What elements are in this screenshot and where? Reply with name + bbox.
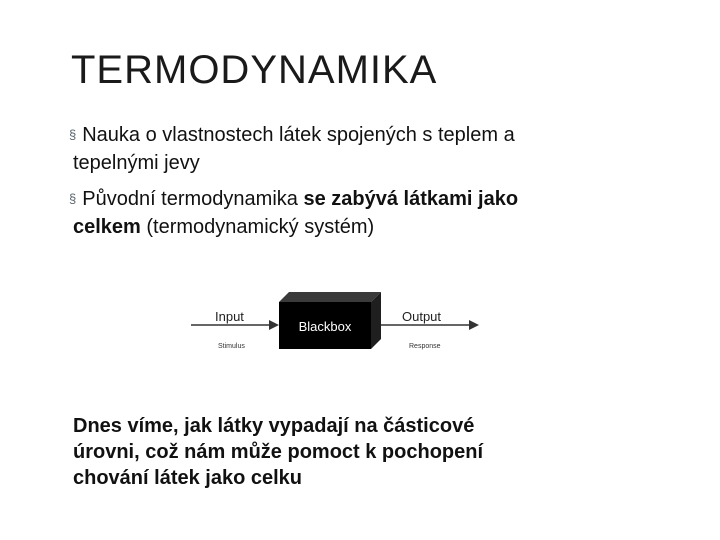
blackbox-top-face (279, 292, 381, 302)
output-sublabel: Response (409, 343, 441, 350)
conclusion-line-1: Dnes víme, jak látky vypadají na částicové (73, 415, 475, 437)
conclusion-line-2: úrovni, což nám může pomoct k pochopení (73, 441, 484, 463)
bullet-item-2 (69, 186, 669, 240)
slide-title: TERMODYNAMIKA (71, 48, 438, 92)
blackbox-side-face (371, 292, 381, 349)
bullet-1-line-1: Nauka o vlastnostech látek spojených s teplem a (82, 124, 515, 146)
conclusion-line-3: chování látek jako celku (73, 467, 302, 489)
bullet-2-normal-text-2: (termodynamický systém) (140, 216, 375, 238)
bullet-1-line-2: tepelnými jevy (73, 152, 200, 174)
bullet-2-normal-text: Původní termodynamika (82, 188, 304, 210)
bullet-marker-icon: § (69, 191, 77, 206)
output-arrow-head-icon (469, 320, 479, 330)
bullet-2-bold-text-2: celkem (73, 216, 141, 238)
blackbox-label: Blackbox (298, 319, 352, 334)
blackbox-diagram (185, 285, 485, 365)
bullet-2-bold-text: se zabývá látkami jako (303, 188, 519, 210)
bullet-marker-icon: § (69, 127, 77, 142)
input-arrow-head-icon (269, 320, 279, 330)
input-label: Input (215, 309, 244, 324)
bullet-item-1 (69, 122, 669, 176)
output-label: Output (402, 309, 442, 324)
conclusion-text (73, 413, 633, 491)
input-sublabel: Stimulus (218, 343, 245, 350)
bullet-list (69, 122, 669, 250)
